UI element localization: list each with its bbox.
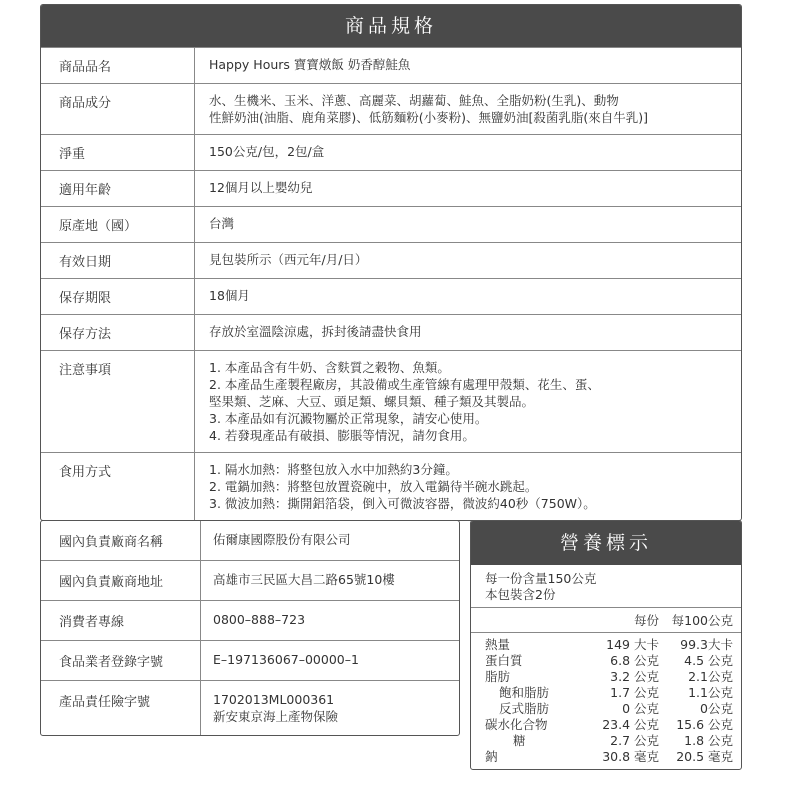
nutrition-title: 營養標示 [471, 521, 741, 565]
spec-row [41, 314, 741, 350]
nutrition-row [485, 669, 733, 685]
maker-value [201, 641, 459, 680]
maker-value-line: 高雄市三民區大昌二路65號10樓 [213, 572, 395, 587]
nutrient-name: 脂肪 [485, 669, 511, 684]
spec-value [195, 48, 741, 83]
maker-value [201, 681, 459, 735]
nutrition-rows [471, 633, 741, 769]
maker-key: 食品業者登錄字號 [41, 641, 201, 680]
spec-row [41, 452, 741, 520]
nutrient-name: 鈉 [485, 749, 498, 764]
per-100g-value: 1.8 公克 [684, 733, 733, 748]
manufacturer-info-table [40, 520, 460, 736]
nutrient-name: 飽和脂肪 [499, 685, 550, 700]
maker-key: 國內負責廠商名稱 [41, 521, 201, 560]
spec-value-line: 水、生機米、玉米、洋蔥、高麗菜、胡蘿蔔、鮭魚、全脂奶粉(生乳)、動物 [209, 93, 619, 108]
spec-row [41, 206, 741, 242]
per-serving-value: 30.8 毫克 [602, 749, 659, 764]
per-serving-value: 0 公克 [622, 701, 659, 716]
spec-key: 保存方法 [41, 315, 195, 350]
spec-row [41, 242, 741, 278]
servings-per-pack: 本包裝含2份 [485, 587, 556, 602]
maker-value-line: 佑爾康國際股份有限公司 [213, 532, 351, 547]
per-serving-value: 23.4 公克 [602, 717, 659, 732]
maker-row [41, 521, 459, 560]
per-100g-value: 99.3大卡 [680, 637, 733, 652]
spec-row [41, 134, 741, 170]
spec-value-line: 見包裝所示（西元年/月/日） [209, 252, 368, 267]
spec-value-line: 2. 本產品生產製程廠房，其設備或生產管線有處理甲殼類、花生、蛋、 [209, 377, 600, 392]
spec-value-line: 存放於室溫陰涼處，拆封後請盡快食用 [209, 324, 422, 339]
nutrient-name: 碳水化合物 [485, 717, 548, 732]
spec-key: 食用方式 [41, 453, 195, 520]
maker-key: 消費者專線 [41, 601, 201, 640]
per-100g-value: 2.1公克 [688, 669, 733, 684]
col-per-100g: 每100公克 [671, 613, 733, 628]
spec-value-line: 1. 本產品含有牛奶、含麩質之穀物、魚類。 [209, 360, 450, 375]
maker-row [41, 640, 459, 680]
per-serving-value: 149 大卡 [606, 637, 659, 652]
maker-value [201, 521, 459, 560]
nutrition-facts-panel [470, 520, 742, 770]
maker-row [41, 600, 459, 640]
spec-title: 商品規格 [41, 5, 741, 47]
per-serving-value: 2.7 公克 [610, 733, 659, 748]
per-100g-value: 4.5 公克 [684, 653, 733, 668]
spec-value-line: 堅果類、芝麻、大豆、頭足類、螺貝類、種子類及其製品。 [209, 394, 535, 409]
spec-value [195, 135, 741, 170]
maker-value-line: E–197136067–00000–1 [213, 652, 359, 667]
spec-value-line: 台灣 [209, 216, 235, 231]
spec-row [41, 350, 741, 452]
maker-value [201, 601, 459, 640]
per-100g-value: 20.5 毫克 [676, 749, 733, 764]
per-serving-value: 3.2 公克 [610, 669, 659, 684]
maker-value-line: 新安東京海上產物保險 [213, 709, 339, 724]
spec-value [195, 84, 741, 134]
spec-value [195, 243, 741, 278]
spec-value-line: 18個月 [209, 288, 250, 303]
maker-rows [41, 521, 459, 735]
nutrition-row [485, 701, 733, 717]
spec-value [195, 279, 741, 314]
maker-key: 國內負責廠商地址 [41, 561, 201, 600]
spec-key: 適用年齡 [41, 171, 195, 206]
product-spec-table [40, 4, 742, 521]
maker-value-line: 0800–888–723 [213, 612, 306, 627]
spec-value-line: 3. 微波加熱：撕開鋁箔袋，倒入可微波容器，微波約40秒（750W）。 [209, 496, 596, 511]
serving-info [471, 565, 741, 608]
maker-value-line: 1702013ML000361 [213, 692, 335, 707]
spec-value-line: 150公克/包，2包/盒 [209, 144, 325, 159]
spec-value-line: 12個月以上嬰幼兒 [209, 180, 313, 195]
spec-key: 商品成分 [41, 84, 195, 134]
spec-value-line: 性鮮奶油(油脂、鹿角菜膠)、低筋麵粉(小麥粉)、無鹽奶油[殺菌乳脂(來自牛乳)] [209, 110, 649, 125]
nutrition-row [485, 653, 733, 669]
spec-row [41, 278, 741, 314]
nutrient-name: 反式脂肪 [499, 701, 550, 716]
spec-value [195, 315, 741, 350]
serving-size: 每一份含量150公克 [485, 571, 597, 586]
nutrition-row [485, 637, 733, 653]
maker-row [41, 560, 459, 600]
per-100g-value: 1.1公克 [688, 685, 733, 700]
spec-key: 原產地（國） [41, 207, 195, 242]
maker-value [201, 561, 459, 600]
nutrition-row [485, 733, 733, 749]
spec-key: 保存期限 [41, 279, 195, 314]
nutrient-name: 蛋白質 [485, 653, 523, 668]
spec-key: 有效日期 [41, 243, 195, 278]
spec-value-line: 1. 隔水加熱：將整包放入水中加熱約3分鐘。 [209, 462, 458, 477]
spec-key: 淨重 [41, 135, 195, 170]
maker-row [41, 680, 459, 735]
spec-value-line: 2. 電鍋加熱：將整包放置瓷碗中，放入電鍋待半碗水跳起。 [209, 479, 538, 494]
nutrition-row [485, 685, 733, 701]
nutrient-name: 熱量 [485, 637, 511, 652]
spec-value [195, 453, 741, 520]
per-serving-value: 1.7 公克 [610, 685, 659, 700]
nutrition-row [485, 749, 733, 765]
nutrition-column-header [471, 608, 741, 633]
spec-key: 商品品名 [41, 48, 195, 83]
col-per-serving: 每份 [633, 613, 659, 628]
spec-value-line: 4. 若發現產品有破損、膨脹等情況，請勿食用。 [209, 428, 475, 443]
spec-value [195, 207, 741, 242]
per-100g-value: 0公克 [700, 701, 733, 716]
spec-rows [41, 47, 741, 520]
spec-value [195, 171, 741, 206]
spec-row [41, 170, 741, 206]
nutrition-row [485, 717, 733, 733]
spec-key: 注意事項 [41, 351, 195, 452]
nutrient-name: 糖 [513, 733, 526, 748]
spec-row [41, 83, 741, 134]
spec-value-line: 3. 本產品如有沉澱物屬於正常現象，請安心使用。 [209, 411, 488, 426]
spec-value-line: Happy Hours 寶寶燉飯 奶香醇鮭魚 [209, 57, 411, 72]
spec-row [41, 47, 741, 83]
maker-key: 產品責任險字號 [41, 681, 201, 735]
spec-value [195, 351, 741, 452]
per-100g-value: 15.6 公克 [676, 717, 733, 732]
per-serving-value: 6.8 公克 [610, 653, 659, 668]
